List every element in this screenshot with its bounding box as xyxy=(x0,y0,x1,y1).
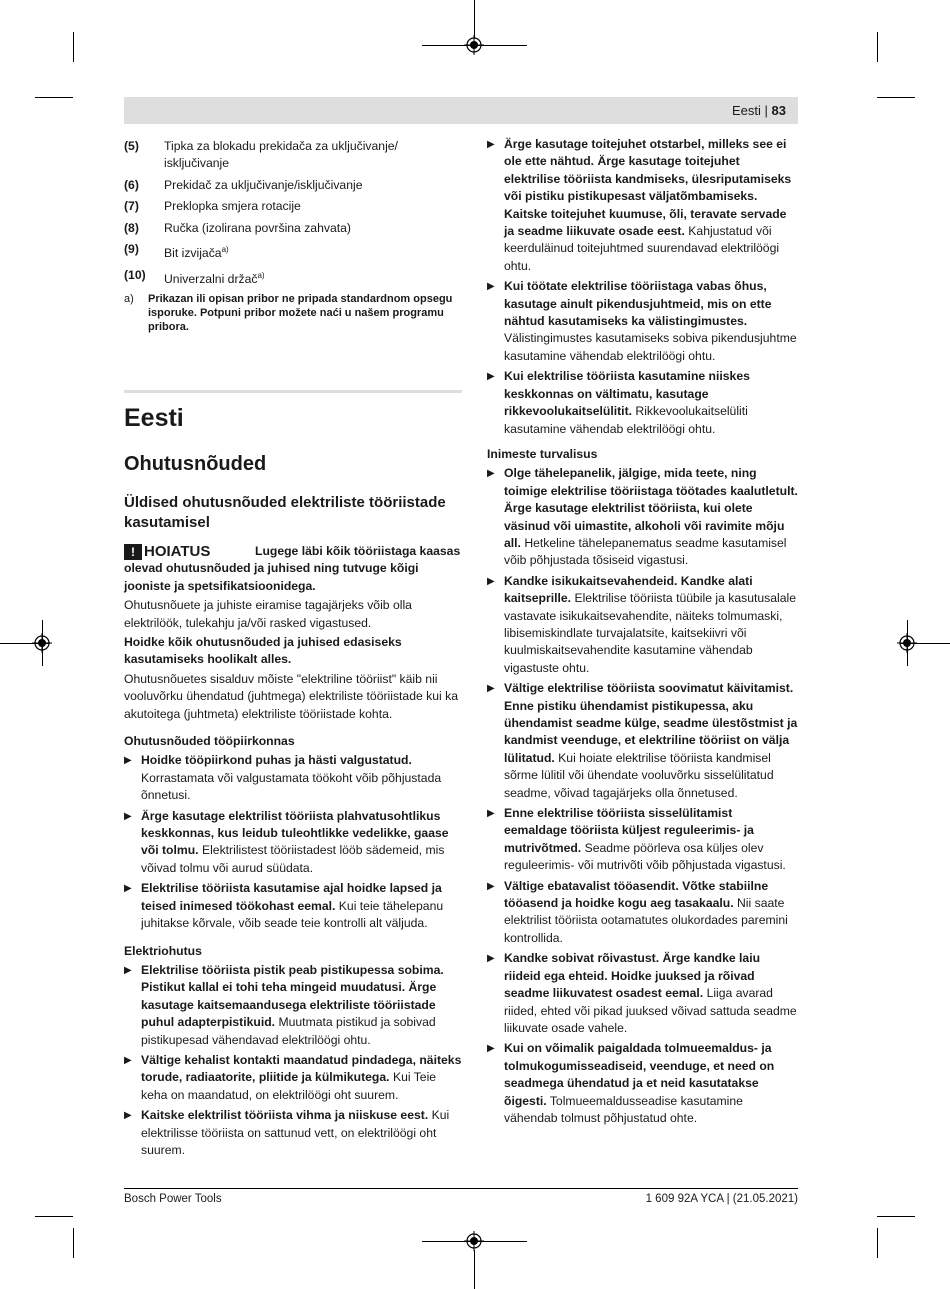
bullet-arrow-icon: ▶ xyxy=(487,139,495,150)
crop-mark xyxy=(474,1250,475,1289)
legend-label: Bit izvijača xyxy=(164,246,222,261)
crop-mark xyxy=(73,32,74,62)
bullet-normal-text: Muutmata pistikud ja sobivad pistikupesad vähendavad elektrilöögi ohtu. xyxy=(141,1015,436,1047)
legend-text xyxy=(164,267,462,288)
footer-brand: Bosch Power Tools xyxy=(124,1193,222,1205)
bullet-normal-text: Korrastamata või valgustamata töökoht võib põhjustada õnnetusi. xyxy=(141,770,442,803)
bullet-arrow-icon: ▶ xyxy=(124,1110,132,1122)
right-column xyxy=(487,136,798,1130)
bullet-text xyxy=(504,805,798,875)
bullet-normal-text: Hetkeline tähelepanematus seadme kasutamisel võib põhjustada tõsiseid vigastusi. xyxy=(504,535,787,568)
header-text xyxy=(732,102,786,119)
crop-mark xyxy=(877,1216,915,1217)
footer-doc-id: 1 609 92A YCA | (21.05.2021) xyxy=(645,1193,798,1205)
legend-text xyxy=(164,220,462,237)
warning-block xyxy=(124,543,462,632)
bullet-text xyxy=(504,680,798,802)
bullet-normal-text: Nii saate elektrilist tööriista ootamatutes olukordades paremini kontrollida. xyxy=(504,896,788,945)
language-title: Eesti xyxy=(124,403,184,432)
sub-title: Üldised ohutusnõuded elektriliste tööriistade kasutamisel xyxy=(124,493,446,531)
keep-instructions: Hoidke kõik ohutusnõuded ja juhised edasiseks kasutamiseks hoolikalt alles. xyxy=(124,635,402,667)
left-column xyxy=(124,138,462,1162)
page-header xyxy=(124,97,798,124)
bullet-text xyxy=(141,962,462,1049)
bullet-arrow-icon: ▶ xyxy=(487,808,495,820)
definition-text: Ohutusnõuetes sisalduv mõiste "elektriline tööriist" käib nii vooluvõrku ühendatud (juhtmega) elektriliste tööriistade kui ka akutoitega (juhtmeta) elektriliste tööriistade kohta. xyxy=(124,671,458,721)
legend-item xyxy=(124,177,462,194)
warning-label-text: HOIATUS xyxy=(144,542,211,560)
bullet-text xyxy=(141,752,462,804)
legend-item xyxy=(124,220,462,237)
bullet-normal-text: Kui elektrilisse tööriista on sattunud vett, on elektrilöögi oht suurem. xyxy=(141,1108,450,1157)
legend-text xyxy=(164,138,462,173)
bullet-bold-text: Olge tähelepanelik, jälgige, mida teete, ning toimige elektrilise tööriistaga töötades kaalutletult. Ärge kasutage elektrilist tööriista, kui olete väsinud või uimastite, alkoholi või ravimite mõju all. xyxy=(504,466,798,550)
bullet-bold-text: Ärge kasutage toitejuhet otstarbel, milleks see ei ole ette nähtud. Ärge kasutage toitejuhet elektrilise tööriista kandmiseks, ülesriputamiseks või pistiku pistikupesast väljatõmbamiseks. Kaitske toitejuhet kuumuse, õli, teravate servade ja seadme liikuvate osade eest. xyxy=(504,137,792,239)
bullet-item xyxy=(487,573,798,677)
bullet-normal-text: Välistingimustes kasutamiseks sobiva pikendusjuhtme kasutamine vähendab elektrilöögi ohtu. xyxy=(504,331,797,363)
warning-triangle-icon: ! xyxy=(124,544,142,560)
bullet-item xyxy=(124,808,462,878)
bullet-item xyxy=(487,278,798,365)
bullet-arrow-icon: ▶ xyxy=(124,755,132,767)
bullet-item xyxy=(487,950,798,1037)
legend-number: (9) xyxy=(124,242,139,257)
legend-label: Preklopka smjera rotacije xyxy=(164,199,301,214)
legend-item xyxy=(124,138,462,173)
bullet-item xyxy=(487,680,798,802)
bullet-text xyxy=(504,1040,798,1127)
registration-mark-icon xyxy=(464,35,484,55)
crop-mark xyxy=(877,97,915,98)
workplace-heading: Ohutusnõuded tööpiirkonnas xyxy=(124,734,295,749)
bullet-bold-text: Vältige kehalist kontakti maandatud pindadega, näiteks torude, radiaatorite, pliitide ja külmikutega. xyxy=(141,1052,462,1085)
electrical-list-continued xyxy=(487,136,798,438)
bullet-text xyxy=(141,808,462,878)
bullet-bold-text: Kandke isikukaitsevahendeid. Kandke alati kaitseprille. xyxy=(504,573,753,606)
footnote-text: Prikazan ili opisan pribor ne pripada standardnom opsegu isporuke. Potpuni pribor možete naći u našem programu pribora. xyxy=(148,292,453,333)
bullet-item xyxy=(487,465,798,569)
legend-text xyxy=(164,241,462,262)
main-title: Ohutusnõuded xyxy=(124,452,267,475)
page-number: 83 xyxy=(771,103,786,118)
bullet-arrow-icon: ▶ xyxy=(124,883,132,895)
bullet-text xyxy=(504,878,798,948)
bullet-normal-text: Kui Teie keha on maandatud, on elektrilöögi oht suurem. xyxy=(141,1070,437,1102)
bullet-arrow-icon: ▶ xyxy=(487,953,495,965)
bullet-item xyxy=(124,1052,462,1104)
bullet-text xyxy=(141,880,462,932)
crop-mark xyxy=(35,97,73,98)
header-separator: | xyxy=(764,103,768,118)
bullet-bold-text: Kui elektrilise tööriista kasutamine niiskes keskkonnas on vältimatu, kasutage rikkevoolukaitselülitit. xyxy=(504,369,750,419)
bullet-arrow-icon: ▶ xyxy=(124,964,132,976)
bullet-bold-text: Vältige elektrilise tööriista soovimatut käivitamist. Enne pistiku ühendamist pistikupessa, aku ühendamist seadme külge, seadme ülestõstmist ja kandmist veenduge, et elektriline tööriist on välja lülitatud. xyxy=(504,681,798,765)
crop-mark xyxy=(73,1228,74,1258)
bullet-bold-text: Kui töötate elektrilise tööriistaga vabas õhus, kasutage ainult pikendusjuhtmeid, mis on ette nähtud kasutamiseks ka välistingimustes. xyxy=(504,279,772,329)
registration-mark-icon xyxy=(32,633,52,653)
personal-list xyxy=(487,465,798,1127)
bullet-normal-text: Seadme pöörleva osa küljes olev reguleerimis- või mutrivõti võib põhjustada vigastusi. xyxy=(504,840,786,873)
crop-mark xyxy=(474,0,475,38)
bullet-text xyxy=(141,1107,462,1159)
bullet-bold-text: Kandke sobivat rõivastust. Ärge kandke laiu riideid ega ehteid. Hoidke juuksed ja rõivad seadme liikuvatest osadest eemal. xyxy=(504,951,761,1001)
footnote-ref: a) xyxy=(257,270,265,280)
bullet-text xyxy=(504,950,798,1037)
bullet-text xyxy=(504,278,798,365)
bullet-arrow-icon: ▶ xyxy=(487,575,495,587)
bullet-item xyxy=(487,1040,798,1127)
footer-rule xyxy=(124,1188,798,1189)
bullet-normal-text: Elektrilistest tööriistadest lööb sädemeid, mis võivad tolmu või aurud süüdata. xyxy=(141,843,445,875)
bullet-item xyxy=(124,880,462,932)
bullet-normal-text: Tolmueemaldusseadise kasutamine vähendab tolmust põhjustatud ohte. xyxy=(504,1093,743,1125)
bullet-normal-text: Elektrilise tööriista tüübile ja kasutusalale vastavate isikukaitsevahendite, näiteks tolmumaski, libisemiskindlate turvajalatsite, kaitsekiivri või kuulmiskaitsevahendite kasutamine vähendab vigastuste ohtu. xyxy=(504,591,796,675)
bullet-text xyxy=(504,573,798,677)
footnote-mark: a) xyxy=(124,292,134,305)
electrical-heading: Elektriohutus xyxy=(124,943,202,958)
bullet-bold-text: Kaitske elektrilist tööriista vihma ja niiskuse eest. xyxy=(141,1108,429,1123)
bullet-item xyxy=(124,1107,462,1159)
bullet-arrow-icon: ▶ xyxy=(124,1054,132,1066)
bullet-text xyxy=(504,136,798,275)
legend-item xyxy=(124,267,462,288)
legend-label: Prekidač za uključivanje/isključivanje xyxy=(164,177,363,192)
legend-number: (7) xyxy=(124,199,139,214)
legend-number: (10) xyxy=(124,267,146,282)
bullet-arrow-icon: ▶ xyxy=(487,281,495,293)
crop-mark xyxy=(877,32,878,62)
legend-item xyxy=(124,241,462,262)
crop-mark xyxy=(35,1216,73,1217)
legend-text xyxy=(164,198,462,215)
bullet-bold-text: Ärge kasutage elektrilist tööriista plahvatusohtlikus keskkonnas, kus leidub tuleohtlikke vedelikke, gaase või tolmu. xyxy=(141,808,449,858)
legend-number: (8) xyxy=(124,220,139,235)
bullet-normal-text: Kui hoiate elektrilise tööriista kandmisel sõrme lülitil või ühendate vooluvõrku sisselülitatud seadme, võivad tagajärjeks olla õnnetused. xyxy=(504,750,774,800)
warning-text: Ohutusnõuete ja juhiste eiramise tagajärjeks võib olla elektrilöök, tulekahju ja/või rasked vigastused. xyxy=(124,598,412,630)
bullet-item xyxy=(124,962,462,1049)
bullet-text xyxy=(504,368,798,438)
bullet-arrow-icon: ▶ xyxy=(487,1043,495,1055)
registration-mark-icon xyxy=(464,1231,484,1251)
bullet-item xyxy=(487,136,798,275)
workplace-list xyxy=(124,752,462,932)
legend-number: (5) xyxy=(124,139,139,153)
bullet-arrow-icon: ▶ xyxy=(124,810,132,822)
electrical-list xyxy=(124,962,462,1159)
bullet-bold-text: Kui on võimalik paigaldada tolmueemaldus- ja tolmukogumisseadiseid, veenduge, et need on seadmega ühendatud ja et neid kasutatakse õigesti. xyxy=(504,1041,775,1108)
bullet-item xyxy=(487,878,798,948)
bullet-bold-text: Enne elektrilise tööriista sisselülitamist eemaldage tööriista küljest reguleerimis- ja mutrivõtmed. xyxy=(504,806,754,855)
bullet-arrow-icon: ▶ xyxy=(487,880,495,892)
bullet-item xyxy=(487,805,798,875)
bullet-arrow-icon: ▶ xyxy=(487,683,495,695)
legend-footnote xyxy=(124,292,462,334)
registration-mark-icon xyxy=(897,633,917,653)
bullet-normal-text: Kahjustatud või keerduläinud toitejuhtmed suurendavad elektrilöögi ohtu. xyxy=(504,224,780,273)
bullet-text xyxy=(504,465,798,569)
bullet-normal-text: Rikkevoolukaitselüliti kasutamine vähendab elektrilöögi ohtu. xyxy=(504,404,748,436)
bullet-arrow-icon: ▶ xyxy=(487,371,495,383)
legend-label: Ručka (izolirana površina zahvata) xyxy=(164,220,351,235)
warning-label xyxy=(124,543,210,560)
crop-mark xyxy=(877,1228,878,1258)
parts-legend xyxy=(124,138,462,288)
bullet-bold-text: Hoidke tööpiirkond puhas ja hästi valgustatud. xyxy=(141,753,412,768)
bullet-normal-text: Kui teie tähelepanu juhitakse kõrvale, võib seade teie kontrolli alt väljuda. xyxy=(141,898,444,931)
section-divider xyxy=(124,390,462,393)
legend-text xyxy=(164,177,462,194)
bullet-arrow-icon: ▶ xyxy=(487,468,495,480)
bullet-bold-text: Vältige ebatavalist tööasendit. Võtke stabiilne tööasend ja hoidke kogu aeg tasakaalu. xyxy=(504,878,769,911)
bullet-item xyxy=(124,752,462,804)
bullet-normal-text: Liiga avarad riided, ehted või pikad juuksed võivad sattuda seadme liikuvate osade vahele. xyxy=(504,986,797,1035)
legend-number: (6) xyxy=(124,177,139,192)
bullet-item xyxy=(487,368,798,438)
bullet-text xyxy=(141,1052,462,1104)
legend-label: Univerzalni držač xyxy=(164,271,258,286)
header-section: Eesti xyxy=(731,103,761,118)
warning-bold-text: Lugege läbi kõik tööriistaga kaasas olevad ohutusnõuded ja juhised ning tutvuge kõigi jooniste ja spetsifikatsioonidega. xyxy=(124,543,461,593)
bullet-bold-text: Elektrilise tööriista kasutamise ajal hoidke lapsed ja teised inimesed töökohast eemal. xyxy=(141,881,442,913)
personal-heading: Inimeste turvalisus xyxy=(487,446,598,461)
legend-item xyxy=(124,198,462,215)
bullet-bold-text: Elektrilise tööriista pistik peab pistikupessa sobima. Pistikut kallal ei tohi teha mingeid muudatusi. Ärge kasutage kaitsemaandusega elektriliste tööriistade puhul adapterpistikuid. xyxy=(141,962,444,1030)
footnote-ref: a) xyxy=(221,245,229,255)
legend-label: Tipka za blokadu prekidača za uključivanje/ isključivanje xyxy=(164,139,398,171)
